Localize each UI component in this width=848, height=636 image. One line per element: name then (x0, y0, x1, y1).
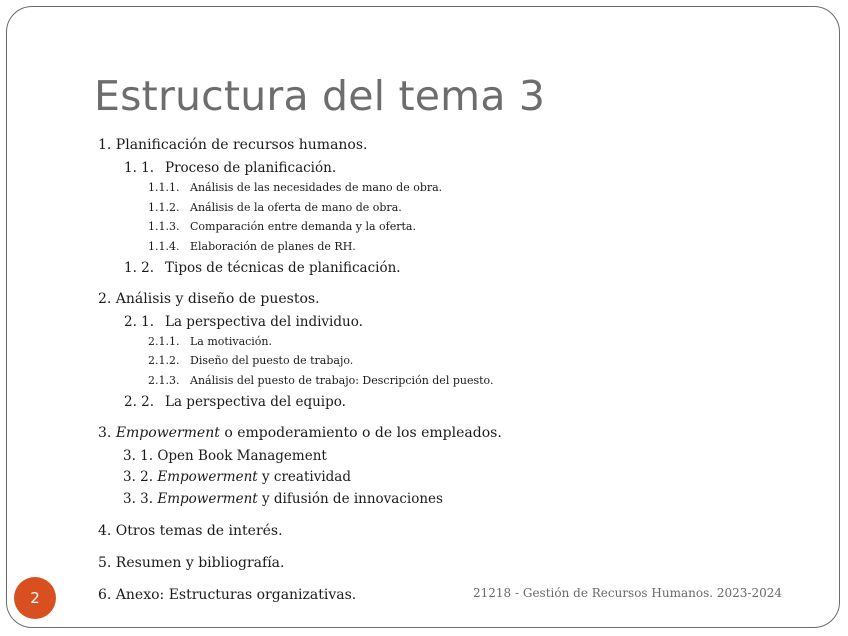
section-text: o empoderamiento o de los empleados. (224, 425, 502, 441)
section-3 (98, 425, 502, 441)
item-number: 1.1.4. (148, 240, 180, 253)
slide-number-badge: 2 (14, 577, 56, 619)
item-text: Análisis de la oferta de mano de obra. (190, 201, 402, 214)
subsection-number: 3. 2. (123, 469, 154, 485)
subsection-text: La perspectiva del equipo. (165, 394, 346, 410)
item-number: 2.1.1. (148, 335, 180, 348)
slide-footer: 21218 - Gestión de Recursos Humanos. 2023-2024 (473, 586, 783, 600)
item-number: 1.1.3. (148, 220, 180, 233)
section-6: 6. Anexo: Estructuras organizativas. (98, 587, 357, 603)
item-number: 1.1.1. (148, 181, 180, 194)
item-text: Diseño del puesto de trabajo. (190, 354, 354, 367)
subsection-text: Proceso de planificación. (165, 160, 337, 176)
subsection-number: 2. 2. (124, 394, 155, 410)
section-1: 1. Planificación de recursos humanos. (98, 137, 368, 153)
subsection-text: y creatividad (262, 469, 351, 485)
subsection-text: La perspectiva del individuo. (165, 314, 363, 330)
section-5: 5. Resumen y bibliografía. (98, 555, 285, 571)
subsection-text: y difusión de innovaciones (262, 491, 443, 507)
item-text: Comparación entre demanda y la oferta. (190, 220, 416, 233)
item-number: 2.1.2. (148, 354, 180, 367)
slide-title: Estructura del tema 3 (94, 72, 546, 120)
subsection-3-3 (123, 491, 443, 507)
item-number: 2.1.3. (148, 374, 180, 387)
item-text: Análisis de las necesidades de mano de obra. (190, 181, 443, 194)
section-number: 3. (98, 425, 112, 441)
item-number: 1.1.2. (148, 201, 180, 214)
subsection-3-1: 3. 1. Open Book Management (123, 448, 327, 464)
section-2: 2. Análisis y diseño de puestos. (98, 291, 320, 307)
subsection-emphasis: Empowerment (157, 491, 258, 507)
subsection-emphasis: Empowerment (157, 469, 258, 485)
section-emphasis: Empowerment (115, 425, 220, 441)
subsection-3-2 (123, 469, 351, 485)
subsection-number: 1. 2. (124, 260, 155, 276)
subsection-text: Tipos de técnicas de planificación. (165, 260, 401, 276)
item-text: Elaboración de planes de RH. (190, 240, 356, 253)
subsection-number: 3. 3. (123, 491, 154, 507)
subsection-number: 1. 1. (124, 160, 155, 176)
subsection-number: 2. 1. (124, 314, 155, 330)
section-4: 4. Otros temas de interés. (98, 523, 283, 539)
item-text: Análisis del puesto de trabajo: Descripción del puesto. (190, 374, 494, 387)
item-text: La motivación. (190, 335, 273, 348)
